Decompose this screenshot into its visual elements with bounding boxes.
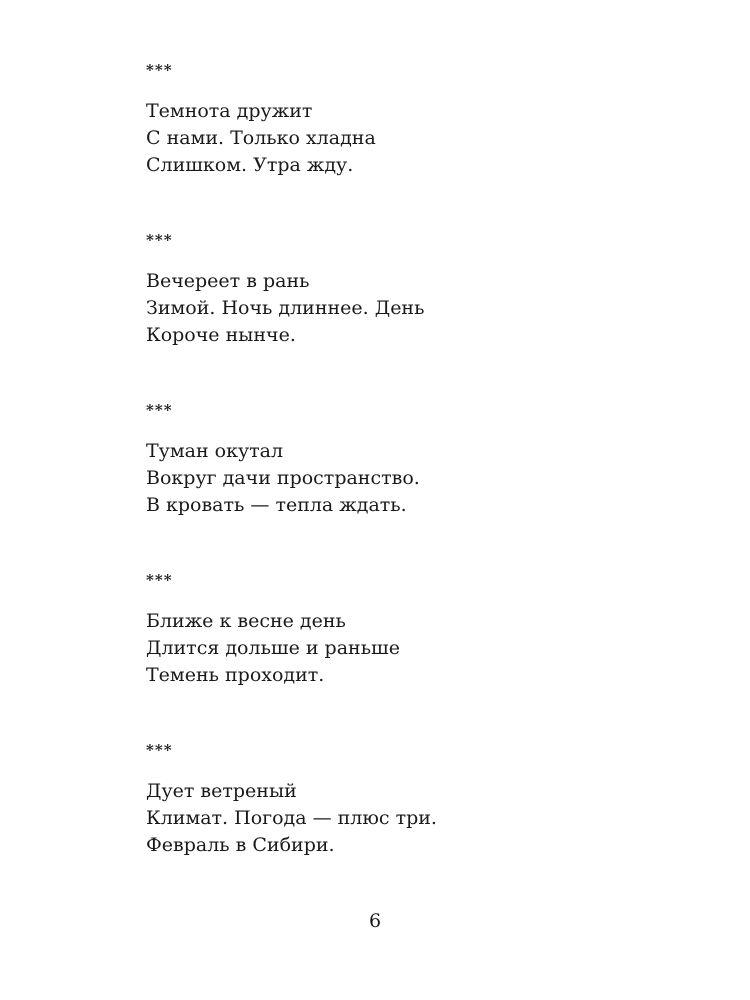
poem-line: С нами. Только хладна <box>146 127 376 149</box>
poem-line: Ближе к весне день <box>146 610 346 632</box>
poem-stanza <box>146 778 666 859</box>
poem-line: Длится дольше и раньше <box>146 637 400 659</box>
poem-stanza <box>146 608 666 689</box>
poem-2 <box>146 230 666 349</box>
page-number: 6 <box>368 910 382 932</box>
poem-3 <box>146 400 666 519</box>
poem-line: Февраль в Сибири. <box>146 834 335 856</box>
poem-line: Короче нынче. <box>146 324 296 346</box>
poem-line: Вокруг дачи пространство. <box>146 467 420 489</box>
poem-line: Слишком. Утра жду. <box>146 154 354 176</box>
poem-stanza <box>146 268 666 349</box>
poem-line: Климат. Погода — плюс три. <box>146 807 437 829</box>
poem-4 <box>146 570 666 689</box>
poem-separator: *** <box>146 741 173 759</box>
poem-separator: *** <box>146 231 173 249</box>
poem-stanza <box>146 98 666 179</box>
poem-line: Темень проходит. <box>146 664 325 686</box>
poem-5 <box>146 740 666 859</box>
poem-line: Туман окутал <box>146 440 284 462</box>
poem-1 <box>146 60 666 179</box>
poem-line: Вечереет в рань <box>146 270 310 292</box>
poem-separator: *** <box>146 571 173 589</box>
poem-line: В кровать — тепла ждать. <box>146 494 407 516</box>
poem-stanza <box>146 438 666 519</box>
poem-separator: *** <box>146 61 173 79</box>
poem-separator: *** <box>146 401 173 419</box>
poem-line: Темнота дружит <box>146 100 313 122</box>
poem-line: Дует ветреный <box>146 780 297 802</box>
poem-line: Зимой. Ночь длиннее. День <box>146 297 425 319</box>
